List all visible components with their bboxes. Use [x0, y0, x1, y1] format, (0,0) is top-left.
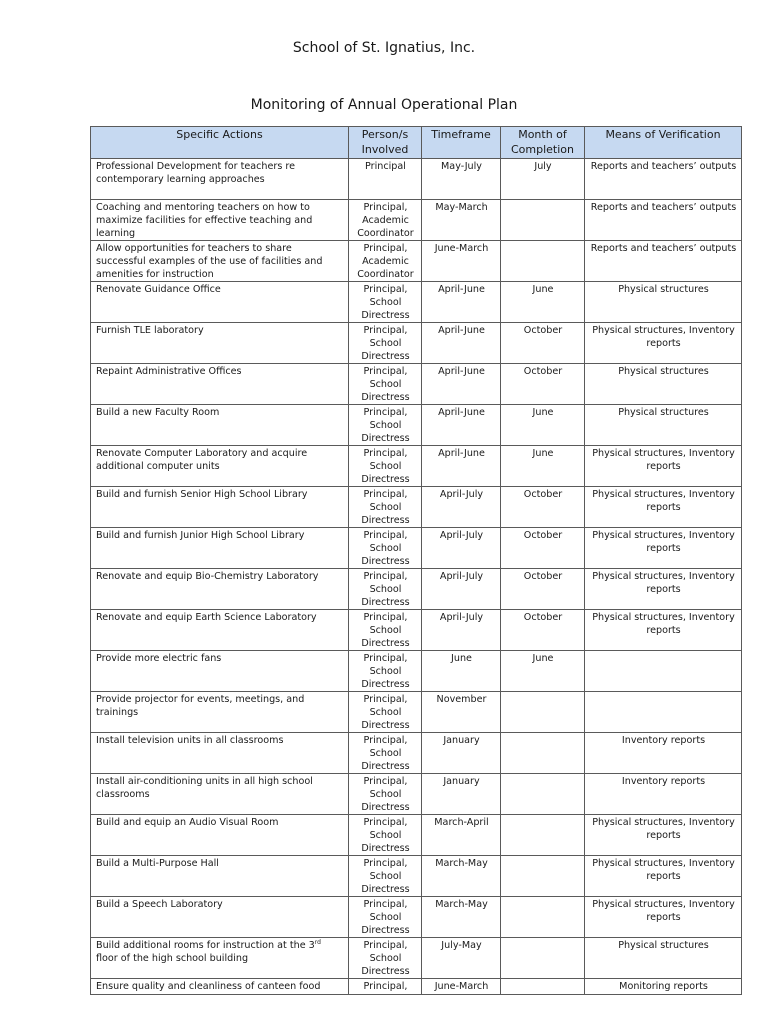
cell-persons-involved: Principal, School Directress	[349, 323, 422, 364]
cell-specific-action: Renovate and equip Earth Science Laboratory	[91, 610, 349, 651]
table-row	[91, 446, 742, 487]
cell-timeframe: April-June	[422, 446, 501, 487]
cell-means-of-verification: Physical structures, Inventory reports	[585, 897, 742, 938]
cell-month-of-completion: October	[501, 323, 585, 364]
cell-timeframe: May-March	[422, 200, 501, 241]
table-row	[91, 815, 742, 856]
table-row	[91, 651, 742, 692]
cell-persons-involved: Principal, School Directress	[349, 815, 422, 856]
cell-means-of-verification: Physical structures, Inventory reports	[585, 569, 742, 610]
cell-timeframe: April-June	[422, 323, 501, 364]
table-row	[91, 528, 742, 569]
table-row	[91, 692, 742, 733]
cell-means-of-verification: Physical structures, Inventory reports	[585, 815, 742, 856]
cell-month-of-completion: June	[501, 651, 585, 692]
table-row	[91, 610, 742, 651]
cell-month-of-completion: October	[501, 569, 585, 610]
cell-means-of-verification: Physical structures, Inventory reports	[585, 323, 742, 364]
cell-persons-involved: Principal, School Directress	[349, 856, 422, 897]
cell-month-of-completion	[501, 897, 585, 938]
cell-means-of-verification: Physical structures	[585, 282, 742, 323]
cell-month-of-completion	[501, 692, 585, 733]
cell-timeframe: June-March	[422, 241, 501, 282]
cell-specific-action: Coaching and mentoring teachers on how to maximize facilities for effective teaching and learning	[91, 200, 349, 241]
table-row	[91, 774, 742, 815]
cell-means-of-verification: Monitoring reports	[585, 979, 742, 995]
table-row	[91, 856, 742, 897]
cell-timeframe: January	[422, 733, 501, 774]
cell-month-of-completion: June	[501, 446, 585, 487]
header-specific-actions: Specific Actions	[91, 127, 349, 159]
cell-specific-action: Build a Multi-Purpose Hall	[91, 856, 349, 897]
cell-specific-action: Provide more electric fans	[91, 651, 349, 692]
cell-persons-involved: Principal, School Directress	[349, 446, 422, 487]
cell-timeframe: July-May	[422, 938, 501, 979]
document-title: School of St. Ignatius, Inc.	[292, 40, 476, 56]
cell-timeframe: April-July	[422, 610, 501, 651]
cell-month-of-completion	[501, 979, 585, 995]
cell-month-of-completion: June	[501, 282, 585, 323]
cell-timeframe: June-March	[422, 979, 501, 995]
cell-persons-involved: Principal,	[349, 979, 422, 995]
cell-month-of-completion	[501, 241, 585, 282]
cell-timeframe: April-June	[422, 405, 501, 446]
table-row	[91, 200, 742, 241]
cell-specific-action: Professional Development for teachers re contemporary learning approaches	[91, 159, 349, 200]
table-row	[91, 979, 742, 995]
cell-specific-action: Renovate Computer Laboratory and acquire additional computer units	[91, 446, 349, 487]
cell-persons-involved: Principal, Academic Coordinator	[349, 200, 422, 241]
cell-persons-involved: Principal, School Directress	[349, 897, 422, 938]
cell-specific-action: Build additional rooms for instruction at the 3rd floor of the high school building	[91, 938, 349, 979]
cell-timeframe: April-June	[422, 364, 501, 405]
cell-specific-action: Furnish TLE laboratory	[91, 323, 349, 364]
table-row	[91, 733, 742, 774]
cell-means-of-verification: Physical structures	[585, 938, 742, 979]
cell-timeframe: April-July	[422, 487, 501, 528]
cell-means-of-verification: Reports and teachers’ outputs	[585, 159, 742, 200]
cell-month-of-completion: October	[501, 528, 585, 569]
cell-specific-action: Build a Speech Laboratory	[91, 897, 349, 938]
cell-month-of-completion: October	[501, 487, 585, 528]
cell-means-of-verification: Physical structures, Inventory reports	[585, 487, 742, 528]
cell-month-of-completion	[501, 938, 585, 979]
cell-persons-involved: Principal	[349, 159, 422, 200]
cell-specific-action: Build and furnish Senior High School Library	[91, 487, 349, 528]
header-month-of-completion: Month of Completion	[501, 127, 585, 159]
cell-persons-involved: Principal, School Directress	[349, 487, 422, 528]
cell-means-of-verification: Inventory reports	[585, 774, 742, 815]
cell-specific-action: Install air-conditioning units in all high school classrooms	[91, 774, 349, 815]
table-row	[91, 938, 742, 979]
cell-specific-action: Renovate Guidance Office	[91, 282, 349, 323]
table-row	[91, 323, 742, 364]
cell-month-of-completion: June	[501, 405, 585, 446]
cell-persons-involved: Principal, School Directress	[349, 692, 422, 733]
document-subtitle: Monitoring of Annual Operational Plan	[250, 97, 518, 113]
table-row	[91, 282, 742, 323]
cell-timeframe: June	[422, 651, 501, 692]
cell-timeframe: March-May	[422, 897, 501, 938]
cell-persons-involved: Principal, School Directress	[349, 569, 422, 610]
table-row	[91, 364, 742, 405]
table-row	[91, 897, 742, 938]
cell-specific-action: Build and furnish Junior High School Library	[91, 528, 349, 569]
cell-persons-involved: Principal, School Directress	[349, 528, 422, 569]
cell-specific-action: Ensure quality and cleanliness of canteen food	[91, 979, 349, 995]
cell-month-of-completion: October	[501, 364, 585, 405]
cell-month-of-completion	[501, 733, 585, 774]
cell-timeframe: April-June	[422, 282, 501, 323]
cell-means-of-verification: Inventory reports	[585, 733, 742, 774]
cell-persons-involved: Principal, School Directress	[349, 282, 422, 323]
cell-month-of-completion	[501, 815, 585, 856]
cell-specific-action: Build and equip an Audio Visual Room	[91, 815, 349, 856]
cell-specific-action: Repaint Administrative Offices	[91, 364, 349, 405]
cell-means-of-verification: Physical structures, Inventory reports	[585, 856, 742, 897]
cell-timeframe: May-July	[422, 159, 501, 200]
cell-means-of-verification: Physical structures, Inventory reports	[585, 528, 742, 569]
cell-means-of-verification: Physical structures, Inventory reports	[585, 446, 742, 487]
cell-specific-action: Allow opportunities for teachers to share successful examples of the use of facilities and amenities for instruction	[91, 241, 349, 282]
cell-specific-action: Renovate and equip Bio-Chemistry Laboratory	[91, 569, 349, 610]
cell-specific-action: Provide projector for events, meetings, and trainings	[91, 692, 349, 733]
cell-month-of-completion	[501, 200, 585, 241]
cell-persons-involved: Principal, School Directress	[349, 405, 422, 446]
cell-specific-action: Install television units in all classrooms	[91, 733, 349, 774]
cell-persons-involved: Principal, School Directress	[349, 610, 422, 651]
header-timeframe: Timeframe	[422, 127, 501, 159]
table-row	[91, 487, 742, 528]
table-row	[91, 569, 742, 610]
cell-timeframe: March-May	[422, 856, 501, 897]
cell-month-of-completion: July	[501, 159, 585, 200]
cell-means-of-verification: Physical structures	[585, 364, 742, 405]
header-row	[91, 127, 742, 159]
table-row	[91, 405, 742, 446]
cell-timeframe: November	[422, 692, 501, 733]
cell-means-of-verification	[585, 692, 742, 733]
operational-plan-table	[90, 126, 742, 995]
table-row	[91, 159, 742, 200]
cell-means-of-verification: Physical structures, Inventory reports	[585, 610, 742, 651]
cell-means-of-verification: Physical structures	[585, 405, 742, 446]
cell-month-of-completion: October	[501, 610, 585, 651]
cell-persons-involved: Principal, School Directress	[349, 651, 422, 692]
cell-persons-involved: Principal, Academic Coordinator	[349, 241, 422, 282]
cell-specific-action: Build a new Faculty Room	[91, 405, 349, 446]
cell-month-of-completion	[501, 856, 585, 897]
cell-means-of-verification: Reports and teachers’ outputs	[585, 200, 742, 241]
cell-persons-involved: Principal, School Directress	[349, 938, 422, 979]
cell-persons-involved: Principal, School Directress	[349, 364, 422, 405]
cell-means-of-verification	[585, 651, 742, 692]
cell-month-of-completion	[501, 774, 585, 815]
header-means-of-verification: Means of Verification	[585, 127, 742, 159]
table-row	[91, 241, 742, 282]
cell-timeframe: January	[422, 774, 501, 815]
header-persons-involved: Person/s Involved	[349, 127, 422, 159]
cell-timeframe: April-July	[422, 569, 501, 610]
cell-persons-involved: Principal, School Directress	[349, 774, 422, 815]
cell-timeframe: April-July	[422, 528, 501, 569]
cell-timeframe: March-April	[422, 815, 501, 856]
cell-means-of-verification: Reports and teachers’ outputs	[585, 241, 742, 282]
cell-persons-involved: Principal, School Directress	[349, 733, 422, 774]
